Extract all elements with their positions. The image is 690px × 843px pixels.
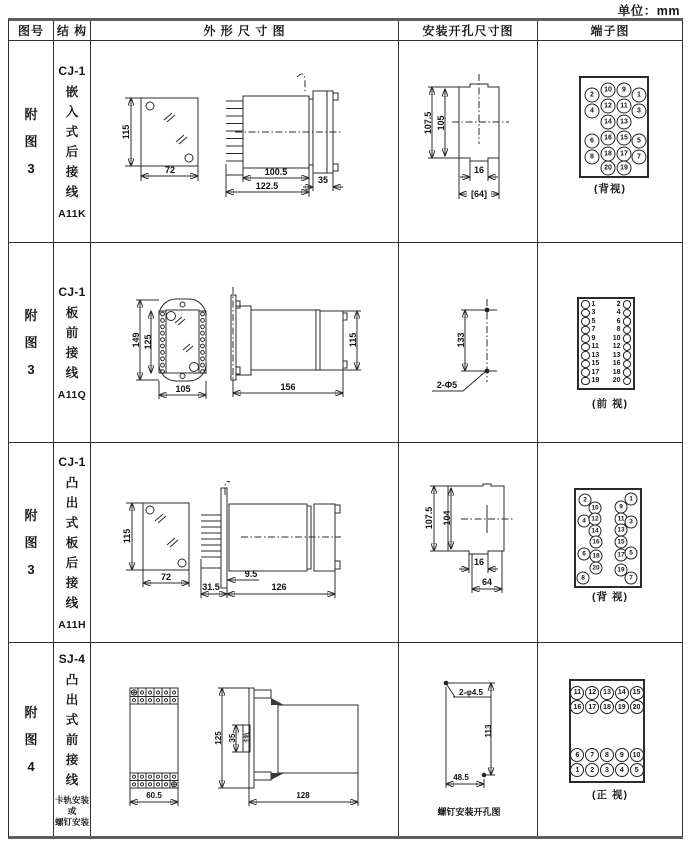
terminal-19: 19	[615, 564, 628, 577]
unit-label: 单位：mm	[617, 4, 680, 18]
structure-label: 板前接线	[65, 305, 79, 380]
header-outline: 外 形 尺 寸 图	[91, 21, 399, 41]
dim-64: [64]	[470, 189, 488, 199]
dim-64: 64	[481, 577, 493, 587]
terminal-7: 7	[632, 150, 647, 165]
mounting-cell-row1	[399, 41, 538, 243]
header-figure: 图号	[9, 21, 54, 41]
dim-126: 126	[271, 582, 287, 592]
model-label: SJ-4	[58, 651, 86, 666]
terminal-14: 14	[589, 525, 602, 538]
header-structure: 结 构	[54, 21, 91, 41]
terminal-6: 6	[585, 134, 600, 149]
terminal-pair-row: 9 10	[579, 334, 633, 343]
outline-drawing-row4	[91, 643, 399, 836]
terminal-16: 16	[590, 536, 603, 549]
structure-label: 凸出式前接线	[65, 672, 79, 787]
terminal-18: 18	[600, 700, 614, 714]
terminal-pair-row: 1 2	[579, 300, 633, 309]
terminal-3: 3	[632, 104, 647, 119]
terminal-cell-row1	[538, 41, 683, 243]
dim-107-5: 107.5	[424, 506, 434, 530]
outline-cell-row3	[91, 443, 399, 643]
dim-122-5: 122.5	[255, 181, 279, 191]
terminal-20: 20	[601, 161, 616, 176]
terminal-5: 5	[630, 763, 644, 777]
terminal-2: 2	[585, 88, 600, 103]
dim-35: 35	[317, 175, 329, 185]
terminal-pair-row: 11 12	[579, 343, 633, 352]
terminal-pair-row: 15 16	[579, 360, 633, 369]
terminal-pair-row: 5 6	[579, 317, 633, 326]
dim-156: 156	[280, 382, 296, 392]
terminal-caption-row4: (正 视)	[592, 789, 628, 801]
terminal-diagram-row4	[569, 679, 645, 783]
terminal-diagram-row3	[574, 488, 642, 588]
terminal-row	[571, 686, 643, 700]
outline-drawing-row3	[91, 443, 399, 643]
mount-note-line1: 卡轨安装	[54, 794, 89, 805]
dim-107-5: 107.5	[423, 111, 433, 135]
terminal-17: 17	[617, 147, 632, 162]
terminal-7: 7	[625, 572, 638, 585]
terminal-19: 19	[615, 700, 629, 714]
code-label: A11H	[58, 618, 86, 631]
outline-cell-row4	[91, 643, 399, 836]
dim-133: 133	[456, 332, 466, 348]
terminal-6: 6	[578, 548, 591, 561]
terminal-2: 2	[585, 763, 599, 777]
dim-105: 105	[436, 115, 446, 131]
terminal-row	[571, 748, 643, 762]
terminal-14: 14	[601, 115, 616, 130]
model-label: CJ-1	[58, 63, 86, 78]
hole-label: 2-Φ5	[436, 380, 458, 390]
terminal-caption-row2: (前 视)	[592, 398, 628, 410]
dim-72: 72	[160, 572, 172, 582]
terminal-7: 7	[585, 748, 599, 762]
header-terminal: 端子图	[538, 21, 683, 41]
structure-row4	[54, 643, 91, 836]
terminal-5: 5	[632, 134, 647, 149]
dim-125: 125	[214, 731, 223, 745]
figure-no-row3	[9, 443, 54, 643]
structure-row1	[54, 41, 91, 243]
terminal-2: 2	[579, 494, 592, 507]
structure-label: 嵌入式后接线	[65, 84, 79, 199]
terminal-11: 11	[615, 513, 628, 526]
header-mounting: 安装开孔尺寸图	[399, 21, 538, 41]
terminal-1: 1	[570, 763, 584, 777]
terminal-top-group	[571, 685, 643, 714]
terminal-pair-row: 19 20	[579, 377, 633, 386]
mount-note-line3: 螺钉安装	[54, 816, 89, 827]
terminal-pair-row: 7 8	[579, 326, 633, 335]
dim-16: 16	[473, 165, 485, 175]
terminal-bottom-group	[571, 748, 643, 777]
terminal-15: 15	[630, 686, 644, 700]
dim-125: 125	[143, 334, 153, 350]
figure-label: 附图3	[24, 107, 38, 176]
terminal-15: 15	[617, 131, 632, 146]
terminal-12: 12	[589, 513, 602, 526]
terminal-13: 13	[600, 686, 614, 700]
mounting-drawing-row4	[399, 643, 538, 836]
terminal-10: 10	[601, 83, 616, 98]
dim-9-5: 9.5	[244, 569, 258, 579]
terminal-18: 18	[590, 550, 603, 563]
terminal-cell-row4	[538, 643, 683, 836]
terminal-17: 17	[615, 549, 628, 562]
terminal-diagram-row2	[577, 297, 635, 390]
terminal-13: 13	[617, 115, 632, 130]
terminal-cell-row2	[538, 243, 683, 443]
outline-drawing-row1	[91, 41, 399, 243]
terminal-4: 4	[578, 515, 591, 528]
terminal-16: 16	[601, 131, 616, 146]
terminal-row	[571, 700, 643, 714]
terminal-cell-row3	[538, 443, 683, 643]
dim-115: 115	[121, 124, 131, 140]
terminal-14: 14	[615, 686, 629, 700]
mount-note-line2: 或	[67, 805, 77, 816]
dim-128: 128	[296, 791, 310, 800]
terminal-20: 20	[590, 562, 603, 575]
mounting-drawing-row3	[399, 443, 538, 643]
terminal-17: 17	[585, 700, 599, 714]
terminal-pair-row: 13 13	[579, 351, 633, 360]
terminal-diagram-row1	[579, 76, 649, 178]
terminal-8: 8	[577, 572, 590, 585]
terminal-18: 18	[601, 147, 616, 162]
dim-113: 113	[484, 724, 493, 738]
figure-label: 附图4	[24, 705, 38, 774]
model-label: CJ-1	[58, 454, 86, 469]
terminal-9: 9	[615, 748, 629, 762]
mounting-cell-row3	[399, 443, 538, 643]
structure-row2	[54, 243, 91, 443]
rail-label: 卡轨	[244, 732, 251, 744]
figure-no-row2	[9, 243, 54, 443]
terminal-12: 12	[601, 99, 616, 114]
terminal-6: 6	[570, 748, 584, 762]
structure-label: 凸出式板后接线	[65, 475, 79, 610]
dim-60-5: 60.5	[146, 791, 162, 800]
terminal-caption-row1: (背视)	[594, 183, 626, 195]
terminal-12: 12	[585, 686, 599, 700]
terminal-3: 3	[625, 516, 638, 529]
terminal-3: 3	[600, 763, 614, 777]
terminal-pair-row: 3 4	[579, 309, 633, 318]
outline-cell-row2	[91, 243, 399, 443]
hole-label: 2-φ4.5	[459, 688, 483, 697]
dim-35: 35	[228, 733, 237, 743]
terminal-8: 8	[600, 748, 614, 762]
mounting-cell-row4	[399, 643, 538, 836]
terminal-1: 1	[625, 493, 638, 506]
dim-72: 72	[164, 165, 176, 175]
terminal-4: 4	[585, 104, 600, 119]
terminal-13: 13	[615, 524, 628, 537]
code-label: A11K	[58, 207, 86, 220]
terminal-20: 20	[630, 700, 644, 714]
mount-note	[55, 795, 89, 828]
terminal-caption-row3: (背 视)	[592, 591, 628, 603]
mounting-cell-row2	[399, 243, 538, 443]
terminal-1: 1	[632, 88, 647, 103]
dim-48-5: 48.5	[453, 773, 469, 782]
dim-100-5: 100.5	[264, 167, 288, 177]
dim-16: 16	[473, 557, 485, 567]
figure-label: 附图3	[24, 308, 38, 377]
dimension-table	[8, 18, 683, 839]
dim-31-5: 31.5	[202, 582, 220, 592]
terminal-9: 9	[617, 83, 632, 98]
terminal-9: 9	[615, 501, 628, 514]
figure-no-row4	[9, 643, 54, 836]
code-label: A11Q	[57, 388, 87, 401]
dim-115: 115	[122, 528, 132, 544]
terminal-11: 11	[570, 686, 584, 700]
terminal-row	[571, 763, 643, 777]
mounting-caption: 螺钉安装开孔图	[437, 807, 501, 817]
figure-label: 附图3	[24, 508, 38, 577]
dim-104: 104	[442, 510, 452, 526]
dim-115: 115	[348, 332, 358, 348]
terminal-pair-row: 17 18	[579, 368, 633, 377]
terminal-4: 4	[615, 763, 629, 777]
terminal-15: 15	[615, 536, 628, 549]
mounting-drawing-row2	[399, 243, 538, 443]
structure-row3	[54, 443, 91, 643]
dim-105: 105	[175, 384, 191, 394]
mounting-drawing-row1	[399, 41, 538, 243]
terminal-8: 8	[585, 150, 600, 165]
terminal-11: 11	[617, 99, 632, 114]
terminal-10: 10	[589, 502, 602, 515]
outline-cell-row1	[91, 41, 399, 243]
dim-149: 149	[131, 332, 141, 348]
terminal-10: 10	[630, 748, 644, 762]
model-label: CJ-1	[58, 284, 86, 299]
figure-no-row1	[9, 41, 54, 243]
terminal-5: 5	[625, 547, 638, 560]
terminal-16: 16	[570, 700, 584, 714]
outline-drawing-row2	[91, 243, 399, 443]
terminal-19: 19	[617, 161, 632, 176]
